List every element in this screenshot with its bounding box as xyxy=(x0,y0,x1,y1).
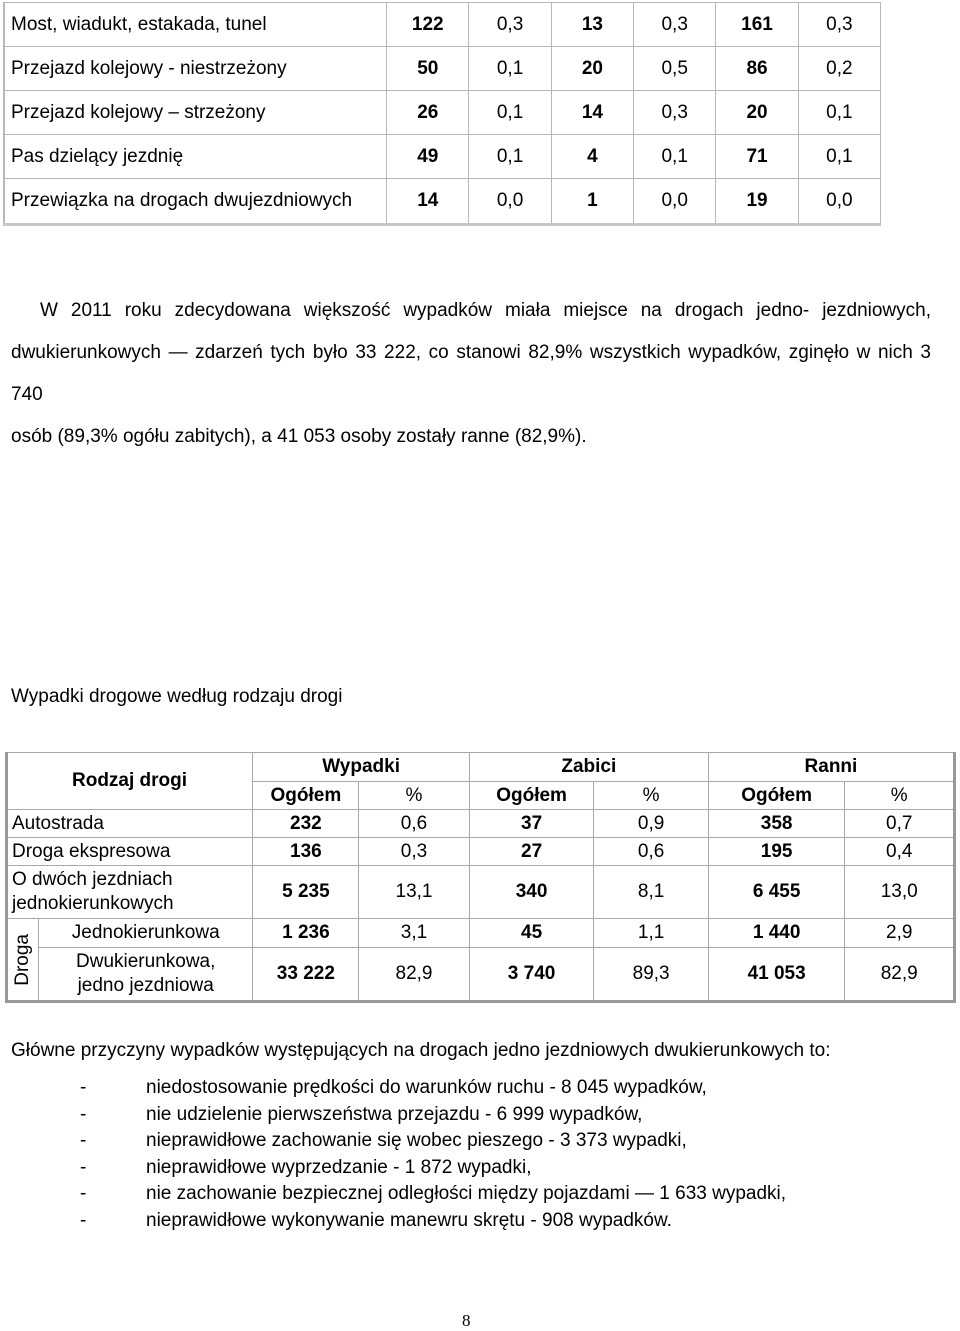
list-dash: - xyxy=(80,1156,87,1178)
list-item-text: nie udzielenie pierwszeństwa przejazdu - 6 999 wypadków, xyxy=(146,1103,643,1125)
cell-value: 0,0 xyxy=(634,179,716,225)
row-label: Przejazd kolejowy – strzeżony xyxy=(4,91,387,135)
cell-value: 26 xyxy=(387,91,469,135)
cell-value: 340 xyxy=(469,866,594,919)
list-dash: - xyxy=(80,1183,87,1204)
cell-value: 19 xyxy=(716,179,798,225)
cell-value: 41 053 xyxy=(708,948,845,1002)
cell-value: 0,3 xyxy=(469,3,551,47)
list-item-text: nieprawidłowe zachowanie się wobec pieszego - 3 373 wypadki, xyxy=(146,1130,687,1151)
cell-value: 1 440 xyxy=(708,919,845,948)
subheader-total: Ogółem xyxy=(469,782,594,810)
header-zabici: Zabici xyxy=(469,753,708,782)
header-wypadki: Wypadki xyxy=(253,753,469,782)
cell-value: 3 740 xyxy=(469,948,594,1002)
causes-heading: Główne przyczyny wypadków występujących na drogach jedno jezdniowych dwukierunkowych to: xyxy=(11,1040,831,1061)
cell-value: 13,1 xyxy=(359,866,470,919)
list-item xyxy=(80,1208,786,1235)
header-road-type-label: Rodzaj drogi xyxy=(72,770,188,791)
cell-value: 82,9 xyxy=(845,948,955,1002)
side-label-droga xyxy=(7,919,39,1002)
cell-value: 1 xyxy=(551,179,633,225)
list-item xyxy=(80,1155,786,1182)
table-row xyxy=(4,135,881,179)
table-caption: Wypadki drogowe według rodzaju drogi xyxy=(11,686,343,707)
cell-value: 1,1 xyxy=(594,919,708,948)
list-dash: - xyxy=(80,1077,87,1098)
cell-value: 161 xyxy=(716,3,798,47)
table-row xyxy=(7,866,955,919)
causes-list xyxy=(80,1075,786,1234)
cell-value: 86 xyxy=(716,47,798,91)
header-ranni: Ranni xyxy=(708,753,954,782)
cell-value: 0,5 xyxy=(634,47,716,91)
list-item-text: niedostosowanie prędkości do warunków ruchu - 8 045 wypadków, xyxy=(146,1077,707,1098)
cell-value: 195 xyxy=(708,838,845,866)
cell-value: 358 xyxy=(708,810,845,838)
cell-value: 0,3 xyxy=(359,838,470,866)
cell-value: 49 xyxy=(387,135,469,179)
cell-value: 0,7 xyxy=(845,810,955,838)
cell-value: 4 xyxy=(551,135,633,179)
paragraph-line: dwukierunkowych — zdarzeń tych było 33 222, co stanowi 82,9% wszystkich wypadków, zginęło w nich 3 740 xyxy=(11,342,931,405)
cell-value: 3,1 xyxy=(359,919,470,948)
list-dash: - xyxy=(80,1130,87,1151)
table-row xyxy=(4,179,881,225)
cell-value: 5 235 xyxy=(253,866,359,919)
cell-value: 27 xyxy=(469,838,594,866)
row-label: Przejazd kolejowy - niestrzeżony xyxy=(4,47,387,91)
cell-value: 0,6 xyxy=(359,810,470,838)
subheader-pct: % xyxy=(594,782,708,810)
subheader-total: Ogółem xyxy=(708,782,845,810)
table-row xyxy=(4,91,881,135)
table-row xyxy=(7,919,955,948)
cell-value: 0,1 xyxy=(469,47,551,91)
road-type-table xyxy=(5,752,956,1003)
cell-value: 50 xyxy=(387,47,469,91)
cell-value: 0,1 xyxy=(798,135,880,179)
cell-value: 71 xyxy=(716,135,798,179)
cell-value: 0,3 xyxy=(798,3,880,47)
list-item-text: nieprawidłowe wykonywanie manewru skrętu - 908 wypadków. xyxy=(146,1209,672,1231)
cell-value: 13,0 xyxy=(845,866,955,919)
summary-paragraph xyxy=(11,290,931,458)
paragraph-text: W 2011 roku zdecydowana większość wypadków miała miejsce na drogach jedno- jezdniowych, xyxy=(40,300,931,321)
paragraph-line: osób (89,3% ogółu zabitych), a 41 053 osoby zostały ranne (82,9%). xyxy=(11,426,587,447)
row-label: Pas dzielący jezdnię xyxy=(4,135,387,179)
row-label: Droga ekspresowa xyxy=(7,838,253,866)
row-label: Przewiązka na drogach dwujezdniowych xyxy=(4,179,387,225)
subheader-total: Ogółem xyxy=(253,782,359,810)
subheader-pct: % xyxy=(359,782,470,810)
cell-value: 14 xyxy=(387,179,469,225)
cell-value: 14 xyxy=(551,91,633,135)
row-label xyxy=(7,866,253,919)
row-label: Jednokierunkowa xyxy=(38,919,253,948)
list-item xyxy=(80,1102,786,1129)
cell-value: 82,9 xyxy=(359,948,470,1002)
table-row xyxy=(4,47,881,91)
table-row xyxy=(7,948,955,1002)
subheader-pct: % xyxy=(845,782,955,810)
table-row xyxy=(7,810,955,838)
cell-value: 2,9 xyxy=(845,919,955,948)
cell-value: 0,4 xyxy=(845,838,955,866)
cell-value: 0,2 xyxy=(798,47,880,91)
cell-value: 0,1 xyxy=(469,135,551,179)
list-item xyxy=(80,1181,786,1208)
table-row xyxy=(7,838,955,866)
header-road-type xyxy=(7,753,253,810)
list-item xyxy=(80,1075,786,1102)
cell-value: 0,1 xyxy=(798,91,880,135)
road-element-table xyxy=(3,2,881,226)
list-dash: - xyxy=(80,1209,87,1231)
cell-value: 0,0 xyxy=(798,179,880,225)
cell-value: 0,0 xyxy=(469,179,551,225)
side-label-text: Droga xyxy=(11,933,33,986)
cell-value: 45 xyxy=(469,919,594,948)
row-label-line: jednokierunkowych xyxy=(12,893,174,914)
cell-value: 37 xyxy=(469,810,594,838)
cell-value: 0,9 xyxy=(594,810,708,838)
cell-value: 20 xyxy=(716,91,798,135)
list-item-text: nieprawidłowe wyprzedzanie - 1 872 wypadki, xyxy=(146,1156,532,1178)
table-row xyxy=(4,3,881,47)
cell-value: 8,1 xyxy=(594,866,708,919)
cell-value: 0,1 xyxy=(469,91,551,135)
row-label-line: Dwukierunkowa, xyxy=(76,951,216,972)
cell-value: 13 xyxy=(551,3,633,47)
row-label: Most, wiadukt, estakada, tunel xyxy=(4,3,387,47)
row-label-line: O dwóch jezdniach xyxy=(12,869,173,890)
cell-value: 0,1 xyxy=(634,135,716,179)
row-label-line: jedno jezdniowa xyxy=(77,975,214,996)
cell-value: 0,6 xyxy=(594,838,708,866)
cell-value: 122 xyxy=(387,3,469,47)
list-item-text: nie zachowanie bezpiecznej odległości między pojazdami — 1 633 wypadki, xyxy=(146,1183,787,1204)
cell-value: 0,3 xyxy=(634,91,716,135)
cell-value: 89,3 xyxy=(594,948,708,1002)
cell-value: 232 xyxy=(253,810,359,838)
row-label xyxy=(38,948,253,1002)
cell-value: 136 xyxy=(253,838,359,866)
cell-value: 20 xyxy=(551,47,633,91)
cell-value: 1 236 xyxy=(253,919,359,948)
cell-value: 6 455 xyxy=(708,866,845,919)
cell-value: 0,3 xyxy=(634,3,716,47)
page-number: 8 xyxy=(462,1311,471,1330)
list-dash: - xyxy=(80,1103,87,1125)
row-label: Autostrada xyxy=(7,810,253,838)
cell-value: 33 222 xyxy=(253,948,359,1002)
list-item xyxy=(80,1128,786,1155)
paragraph-line xyxy=(11,290,931,332)
